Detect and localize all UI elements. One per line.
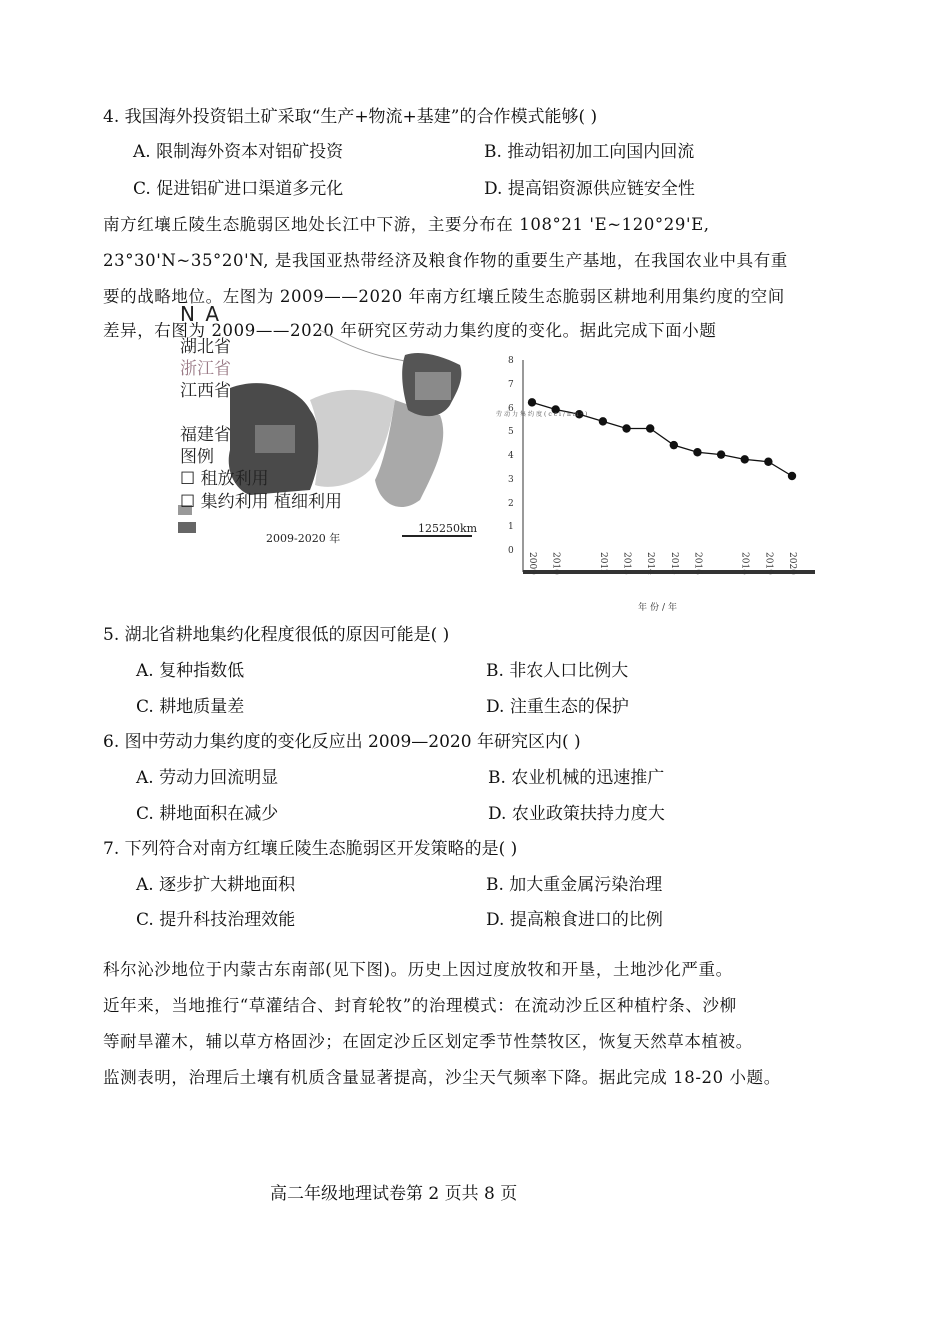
- data-point: [622, 424, 630, 432]
- data-point: [764, 458, 772, 466]
- north-arrow-label: N A: [180, 302, 221, 326]
- province-label-hubei: 湖北省: [180, 337, 231, 357]
- y-tick-label: 0: [508, 546, 514, 556]
- data-point: [693, 448, 701, 456]
- data-point: [741, 455, 749, 463]
- x-tick-label: 2012: [597, 552, 608, 575]
- zhejiang-label-box: [415, 372, 451, 400]
- q7-option-c: C. 提升科技治理效能: [136, 910, 296, 930]
- data-point: [646, 424, 654, 432]
- data-point: [788, 472, 796, 480]
- y-tick-label: 4: [508, 451, 514, 461]
- page-footer: 高二年级地理试卷第 2 页共 8 页: [270, 1184, 518, 1204]
- intro2-line-3: 等耐旱灌木，辅以草方格固沙；在固定沙丘区划定季节性禁牧区，恢复天然草本植被。: [103, 1032, 753, 1051]
- intro1-line-1: 南方红壤丘陵生态脆弱区地处长江中下游，主要分布在 108°21 'E~120°29'E,: [103, 215, 710, 234]
- x-tick-label: 2016: [692, 552, 703, 575]
- q4-option-d: D. 提高铝资源供应链安全性: [484, 179, 695, 199]
- labor-intensity-chart: [490, 350, 820, 620]
- q7-option-a: A. 逐步扩大耕地面积: [136, 875, 296, 895]
- chart-title: 劳动力集约度(cci/hm²): [496, 411, 590, 418]
- legend-item-intensive: ☐ 集约利用 植细利用: [180, 492, 343, 512]
- map-period-label: 2009-2020 年: [266, 532, 341, 545]
- hubei-label-box: [255, 425, 295, 453]
- intro1-line-3: 要的战略地位。左图为 2009——2020 年南方红壤丘陵生态脆弱区耕地利用集约度的空间: [103, 287, 785, 306]
- x-tick-label: 2010: [550, 552, 561, 575]
- chart-svg: [490, 350, 820, 620]
- q4-option-c: C. 促进铝矿进口渠道多元化: [133, 179, 344, 199]
- x-tick-label: 2014: [645, 552, 656, 575]
- y-tick-label: 1: [508, 522, 514, 533]
- intro2-line-2: 近年来，当地推行“草灌结合、封育轮牧”的治理模式：在流动沙丘区种植柠条、沙柳: [103, 996, 737, 1015]
- province-label-jiangxi: 江西省: [180, 381, 231, 401]
- q5-option-d: D. 注重生态的保护: [486, 697, 629, 717]
- y-tick-label: 2: [508, 498, 514, 509]
- data-point: [670, 441, 678, 449]
- region-map: [170, 300, 490, 560]
- q4-stem: 4. 我国海外投资铝土矿采取“生产+物流+基建”的合作模式能够( ): [103, 107, 598, 127]
- legend-item-extensive: ☐ 租放利用: [180, 469, 269, 489]
- y-tick-label: 7: [508, 379, 514, 390]
- x-tick-label: 2015: [668, 552, 679, 575]
- intro2-line-4: 监测表明，治理后土壤有机质含量显著提高，沙尘天气频率下降。据此完成 18-20 小题。: [103, 1068, 781, 1087]
- legend-title: 图例: [180, 447, 214, 467]
- x-tick-label: 2013: [621, 552, 632, 575]
- q7-option-d: D. 提高粮食进口的比例: [486, 910, 663, 930]
- intro1-line-4: 差异，右图为 2009——2020 年研究区劳动力集约度的变化。据此完成下面小题: [103, 321, 717, 340]
- q4-option-a: A. 限制海外资本对铝矿投资: [133, 142, 344, 162]
- x-tick-label: 2009: [527, 552, 537, 575]
- intro2-line-1: 科尔沁沙地位于内蒙古东南部(见下图)。历史上因过度放牧和开垦，土地沙化严重。: [103, 960, 733, 979]
- y-tick-label: 8: [508, 356, 514, 366]
- legend-swatch-dark: [178, 522, 196, 533]
- q6-option-b: B. 农业机械的迅速推广: [488, 768, 665, 788]
- x-tick-label: 2020: [787, 552, 797, 575]
- x-tick-label: 2019: [763, 552, 774, 575]
- y-tick-label: 5: [508, 427, 514, 438]
- q5-option-b: B. 非农人口比例大: [486, 661, 629, 681]
- y-tick-label: 6: [508, 403, 514, 414]
- data-point: [528, 398, 536, 406]
- q6-option-a: A. 劳动力回流明显: [136, 768, 279, 788]
- province-label-zhejiang: 浙江省: [180, 359, 231, 379]
- q4-option-b: B. 推动铝初加工向国内回流: [484, 142, 695, 162]
- chart-x-axis-title: 年份/年: [638, 603, 681, 613]
- q7-option-b: B. 加大重金属污染治理: [486, 875, 663, 895]
- q6-option-d: D. 农业政策扶持力度大: [488, 804, 665, 824]
- q5-stem: 5. 湖北省耕地集约化程度很低的原因可能是( ): [103, 625, 450, 645]
- data-point: [599, 417, 607, 425]
- q5-option-a: A. 复种指数低: [136, 661, 245, 681]
- scale-label: 125250km: [418, 522, 478, 535]
- x-tick-label: 2018: [739, 552, 750, 575]
- q6-stem: 6. 图中劳动力集约度的变化反应出 2009—2020 年研究区内( ): [103, 732, 581, 752]
- q6-option-c: C. 耕地面积在减少: [136, 804, 279, 824]
- q5-option-c: C. 耕地质量差: [136, 697, 245, 717]
- data-point: [717, 450, 725, 458]
- province-label-fujian: 福建省: [180, 425, 231, 445]
- y-tick-label: 3: [508, 474, 514, 485]
- q7-stem: 7. 下列符合对南方红壤丘陵生态脆弱区开发策略的是( ): [103, 839, 518, 859]
- intro1-line-2: 23°30'N~35°20'N, 是我国亚热带经济及粮食作物的重要生产基地，在我国农业中具有重: [103, 251, 788, 270]
